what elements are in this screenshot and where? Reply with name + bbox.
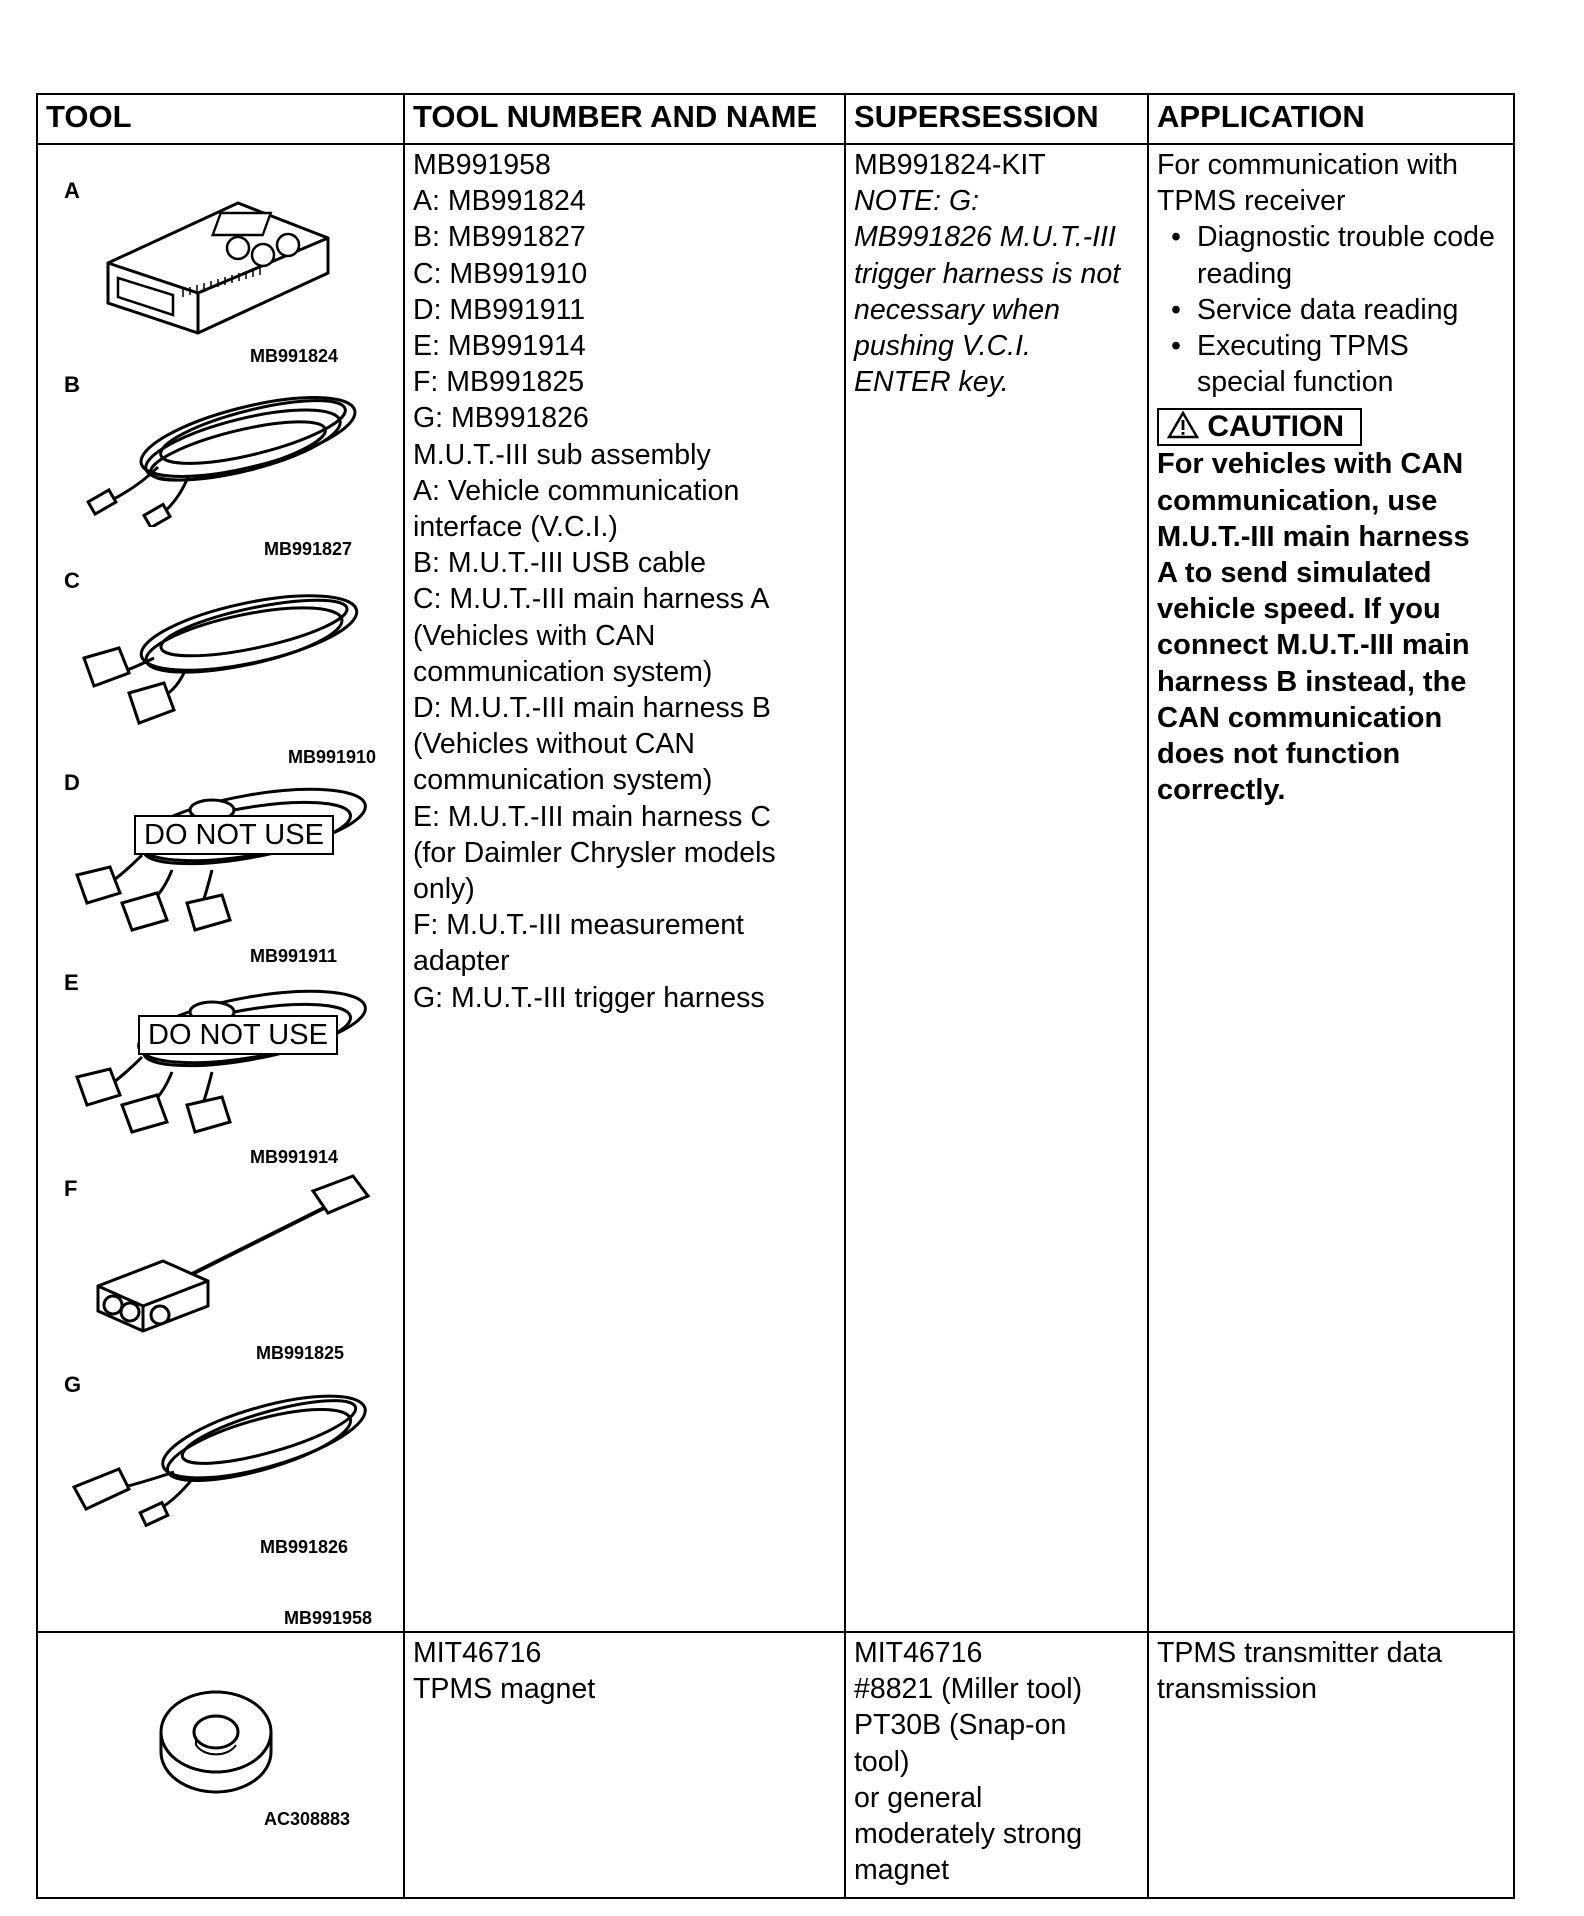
tool-number-name-lines	[413, 147, 836, 1016]
magnet-tool-number-cell	[404, 1632, 845, 1898]
tool-part-number: AC308883	[264, 1809, 351, 1829]
text-line: A: MB991824	[413, 185, 586, 218]
magnet-illustration-cell	[37, 1632, 404, 1898]
do-not-use-label: DO NOT USE	[138, 1015, 338, 1055]
special-tools-table	[36, 93, 1515, 1899]
tool-part-number: MB991910	[288, 747, 377, 767]
text-line: MIT46716	[854, 1637, 983, 1669]
text-line: TPMS receiver	[1157, 185, 1346, 218]
tool-illustrations-cell	[37, 144, 404, 1632]
text-line: F: MB991825	[413, 366, 585, 399]
tool-g	[38, 1367, 402, 1557]
caution-text	[1157, 446, 1505, 808]
text-line: adapter	[413, 945, 510, 978]
text-line: moderately strong	[854, 1818, 1083, 1851]
caution-line: vehicle speed. If you	[1157, 593, 1441, 626]
list-item: • Service data reading	[1167, 292, 1505, 328]
list-item: • Executing TPMS special function	[1167, 328, 1505, 400]
application-lines	[1157, 147, 1505, 219]
caution-line: harness B instead, the	[1157, 665, 1467, 698]
note-line: pushing V.C.I.	[854, 330, 1031, 363]
do-not-use-label: DO NOT USE	[134, 815, 334, 855]
text-line: transmission	[1157, 1673, 1317, 1706]
tool-letter: G	[64, 1372, 82, 1397]
table-row-magnet	[37, 1632, 1514, 1898]
caution-line: communication, use	[1157, 484, 1438, 517]
main-harness-b-icon	[62, 775, 382, 940]
tool-f	[38, 1171, 402, 1361]
text-line: D: M.U.T.-III main harness B	[413, 692, 771, 725]
text-line: F: M.U.T.-III measurement	[413, 909, 744, 942]
text-line: B: MB991827	[413, 221, 586, 254]
supersession-value: MB991824-KIT	[854, 149, 1046, 181]
tool-c	[38, 563, 402, 767]
text-line: G: MB991826	[413, 402, 589, 435]
magnet-supersession-lines	[854, 1635, 1139, 1888]
tool-part-number: MB991827	[264, 539, 353, 559]
note-line: ENTER key.	[854, 366, 1009, 399]
text-line: B: M.U.T.-III USB cable	[413, 547, 706, 580]
text-line: (Vehicles with CAN	[413, 619, 656, 652]
text-line: (for Daimler Chrysler models	[413, 836, 776, 869]
text-line: interface (V.C.I.)	[413, 511, 618, 544]
text-line: E: MB991914	[413, 330, 586, 363]
header-application: APPLICATION	[1148, 94, 1514, 144]
caution-line: CAN communication	[1157, 701, 1443, 734]
caution-line: A to send simulated	[1157, 557, 1432, 590]
text-line: C: MB991910	[413, 257, 588, 290]
application-bullet-list	[1157, 219, 1505, 400]
caution-box	[1157, 408, 1362, 446]
text-line: C: M.U.T.-III main harness A	[413, 583, 770, 616]
measurement-adapter-icon	[78, 1171, 388, 1341]
text-line: tool)	[854, 1745, 910, 1778]
tool-letter: C	[64, 568, 80, 593]
tool-part-number: MB991824	[250, 346, 339, 366]
magnet-application-lines	[1157, 1635, 1505, 1707]
text-line: G: M.U.T.-III trigger harness	[413, 981, 765, 1014]
main-harness-a-icon	[64, 578, 374, 738]
tool-part-number: MB991825	[256, 1343, 345, 1363]
text-line: communication system)	[413, 655, 713, 688]
magnet-application-cell	[1148, 1632, 1514, 1898]
tool-letter: D	[64, 770, 80, 795]
tool-a	[38, 173, 402, 366]
text-line: #8821 (Miller tool)	[854, 1673, 1083, 1706]
tool-part-number: MB991911	[250, 946, 338, 966]
warning-triangle-icon	[1167, 411, 1199, 439]
text-line: MB991958	[413, 149, 551, 181]
application-cell	[1148, 144, 1514, 1632]
supersession-cell	[845, 144, 1148, 1632]
caution-line: M.U.T.-III main harness	[1157, 520, 1470, 553]
trigger-harness-icon	[64, 1377, 384, 1532]
note-line: necessary when	[854, 293, 1060, 326]
text-line: (Vehicles without CAN	[413, 728, 695, 761]
text-line: communication system)	[413, 764, 713, 797]
caution-label: CAUTION	[1207, 410, 1344, 444]
note-line: MB991826 M.U.T.-III	[854, 221, 1116, 254]
tool-letter: F	[64, 1176, 78, 1201]
magnet-supersession-cell	[845, 1632, 1148, 1898]
text-line: TPMS magnet	[413, 1673, 596, 1706]
magnet-tool-number-lines	[413, 1635, 836, 1707]
caution-line: For vehicles with CAN	[1157, 448, 1464, 481]
supersession-note	[854, 183, 1139, 400]
text-line: D: MB991911	[413, 293, 586, 326]
header-tool-number-and-name: TOOL NUMBER AND NAME	[404, 94, 845, 144]
vci-unit-icon	[88, 193, 338, 343]
header-row	[37, 94, 1514, 144]
table-row-mut3	[37, 144, 1514, 1632]
caution-line: connect M.U.T.-III main	[1157, 629, 1470, 662]
text-line: For communication with	[1157, 149, 1458, 181]
tool-part-number: MB991826	[260, 1537, 349, 1557]
text-line: E: M.U.T.-III main harness C	[413, 800, 771, 833]
tool-letter: E	[64, 970, 79, 995]
text-line: magnet	[854, 1854, 950, 1887]
text-line: TPMS transmitter data	[1157, 1637, 1443, 1669]
usb-cable-icon	[68, 377, 368, 527]
text-line: or general	[854, 1781, 983, 1814]
text-line: A: Vehicle communication	[413, 474, 740, 507]
kit-part-number: MB991958	[284, 1608, 373, 1628]
tool-number-name-cell	[404, 144, 845, 1632]
tool-b	[38, 367, 402, 557]
main-harness-c-icon	[62, 977, 382, 1142]
header-supersession: SUPERSESSION	[845, 94, 1148, 144]
list-item: • Diagnostic trouble code reading	[1167, 219, 1505, 291]
text-line: MIT46716	[413, 1637, 542, 1669]
note-line: trigger harness is not	[854, 257, 1121, 290]
text-line: M.U.T.-III sub assembly	[413, 438, 711, 471]
tool-letter: A	[64, 178, 80, 203]
text-line: PT30B (Snap-on	[854, 1709, 1067, 1742]
tool-d	[38, 765, 402, 965]
text-line: only)	[413, 873, 475, 906]
tool-part-number: MB991914	[250, 1147, 339, 1167]
caution-line: correctly.	[1157, 774, 1286, 807]
tpms-magnet-icon	[156, 1677, 286, 1807]
header-tool: TOOL	[37, 94, 404, 144]
tool-e	[38, 965, 402, 1165]
note-line: NOTE: G:	[854, 185, 980, 218]
tool-letter: B	[64, 372, 80, 397]
caution-line: does not function	[1157, 738, 1401, 771]
